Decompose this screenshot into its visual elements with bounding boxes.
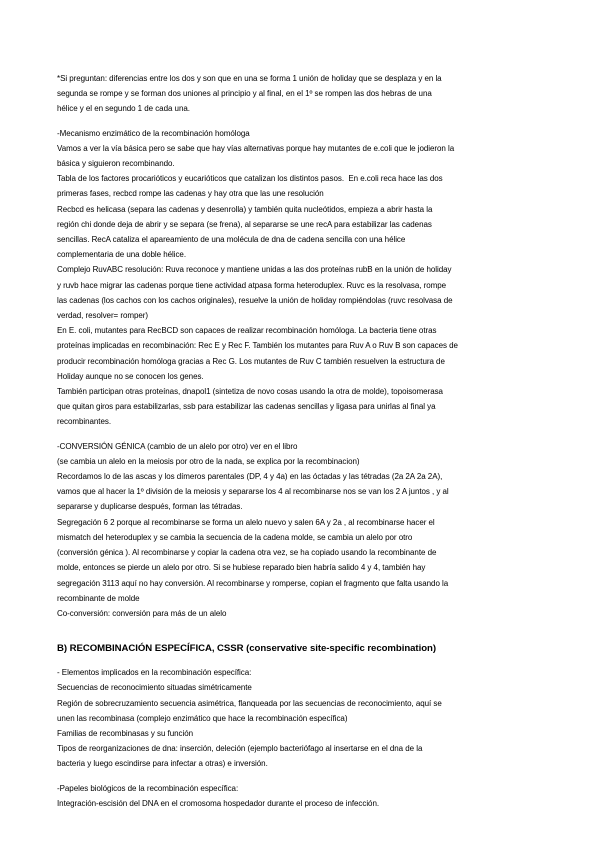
text-line: Co-conversión: conversión para más de un alelo — [57, 608, 227, 618]
text-line: verdad, resolver= romper) — [57, 311, 149, 321]
text-line: unen las recombinasa (complejo enzimático que hace la recombinación específica) — [57, 713, 348, 723]
text-line: Holiday aunque no se conocen los genes. — [57, 371, 204, 381]
text-line: recombinante de molde — [57, 593, 140, 603]
text-line: segregación 3113 aquí no hay conversión. Al recombinarse y romperse, copian el fragmento que falta usando la — [57, 578, 449, 588]
text-line: y ruvb hace migrar las cadenas porque tiene actividad atpasa forma heteroduplex. Ruvc es la resolvasa, rompe — [57, 280, 447, 290]
text-line: Complejo RuvABC resolución: Ruva reconoce y mantiene unidas a las dos proteínas rubB en la unión de holiday — [57, 265, 452, 275]
text-line: las cadenas (los cachos con los cachos originales), resuelve la unión de holiday rompiéndolas (ruvc resolvasa de — [57, 295, 453, 305]
text-line: Recordamos lo de las ascas y los dímeros parentales (DP, 4 y 4a) en las óctadas y las tétradas (2a 2A 2a 2A), — [57, 472, 443, 482]
text-line: También participan otras proteínas, dnapol1 (sintetiza de novo cosas usando la otra de molde), topoisomerasa — [57, 387, 443, 397]
text-line: mismatch del heteroduplex y se cambia la secuencia de la cadena molde, se cambia un alelo por otro — [57, 532, 413, 542]
text-line: Tipos de reorganizaciones de dna: inserción, deleción (ejemplo bacteriófago al insertarse en el dna de la — [57, 744, 423, 754]
text-line: *Si preguntan: diferencias entre los dos y son que en una se forma 1 unión de holiday que se desplaza y en la — [57, 74, 442, 83]
text-line: Segregación 6 2 porque al recombinarse se forma un alelo nuevo y salen 6A y 2a , al recombinarse hacer el — [57, 517, 435, 527]
text-line: En E. coli, mutantes para RecBCD son capaces de realizar recombinación homóloga. La bacteria tiene otras — [57, 326, 437, 336]
text-line: Integración-escisión del DNA en el cromosoma hospedador durante el proceso de infección. — [57, 798, 380, 808]
text-line: Región de sobrecruzamiento secuencia asimétrica, flanqueada por las secuencias de reconocimiento, aquí se — [57, 698, 442, 708]
section-title: -Mecanismo enzimático de la recombinación homóloga — [57, 128, 250, 138]
section-title: - Elementos implicados en la recombinación específica: — [57, 668, 252, 678]
text-line: básica y siguieron recombinando. — [57, 159, 175, 169]
text-line: Secuencias de reconocimiento situadas simétricamente — [57, 683, 252, 693]
section-heading: B) RECOMBINACIÓN ESPECÍFICA, CSSR (conservative site-specific recombination) — [57, 643, 436, 655]
text-line: bacteria y luego escindirse para infectar a otras) e inversión. — [57, 759, 268, 769]
text-line: región chi donde deja de abrir y se separa (se frena), al separarse se une recA para estabilizar las cadenas — [57, 219, 432, 229]
section-title: -Papeles biológicos de la recombinación específica: — [57, 783, 239, 793]
note-paragraph — [57, 71, 549, 117]
enzymatic-mechanism-section — [57, 126, 549, 430]
gene-conversion-section — [57, 439, 549, 621]
text-line: segunda se rompe y se forman dos uniones al principio y al final, en el 1º se rompen las dos hebras de una — [57, 89, 432, 99]
text-line: Tabla de los factores procarióticos y eucarióticos que catalizan los distintos pasos. En e.coli reca hace las dos — [57, 174, 443, 184]
text-line: sencillas. RecA cataliza el apareamiento de una molécula de dna de cadena sencilla con una hélice — [57, 235, 406, 245]
text-line: hélice y el en segundo 1 de cada una. — [57, 104, 190, 114]
specific-recombination-elements — [57, 665, 549, 771]
text-line: recombinantes. — [57, 417, 111, 427]
text-line: primeras fases, recbcd rompe las cadenas y hay otra que las une resolución — [57, 189, 324, 199]
text-line: que quitan giros para estabilizarlas, ssb para estabilizar las cadenas sencillas y ligasa para unirlas al final ya — [57, 402, 436, 412]
text-line: (conversión génica ). Al recombinarse y copiar la cadena otra vez, se ha copiado usando la recombinante de — [57, 548, 437, 558]
text-line: vamos que al hacer la 1º división de la meiosis y separarse los 4 al recombinarse nos se van los 2 A juntos , y al — [57, 487, 449, 497]
section-title: -CONVERSIÓN GÉNICA (cambio de un alelo por otro) ver en el libro — [57, 441, 298, 451]
document-body — [57, 71, 549, 811]
text-line: Familias de recombinasas y su función — [57, 728, 193, 738]
text-line: producir recombinación homóloga gracias a Rec G. Los mutantes de Ruv C también resuelven la estructura de — [57, 356, 445, 366]
text-line: Recbcd es helicasa (separa las cadenas y desenrolla) y también quita nucleótidos, empieza a abrir hasta la — [57, 204, 433, 214]
text-line: separarse y duplicarse después, forman las tétradas. — [57, 502, 243, 512]
text-line: (se cambia un alelo en la meiosis por otro de la nada, se explica por la recombinacion) — [57, 456, 360, 466]
text-line: molde, entonces se pierde un alelo por otro. Si se hubiese reparado bien habría salido 4 y 4, también hay — [57, 563, 426, 573]
text-line: Vamos a ver la vía básica pero se sabe que hay vías alternativas porque hay mutantes de e.coli que le jodieron la — [57, 143, 455, 153]
text-line: proteínas implicadas en recombinación: Rec E y Rec F. También los mutantes para Ruv A o Ruv B son capaces de — [57, 341, 458, 351]
text-line: complementaria de una doble hélice. — [57, 250, 187, 260]
biological-roles-section — [57, 781, 549, 811]
